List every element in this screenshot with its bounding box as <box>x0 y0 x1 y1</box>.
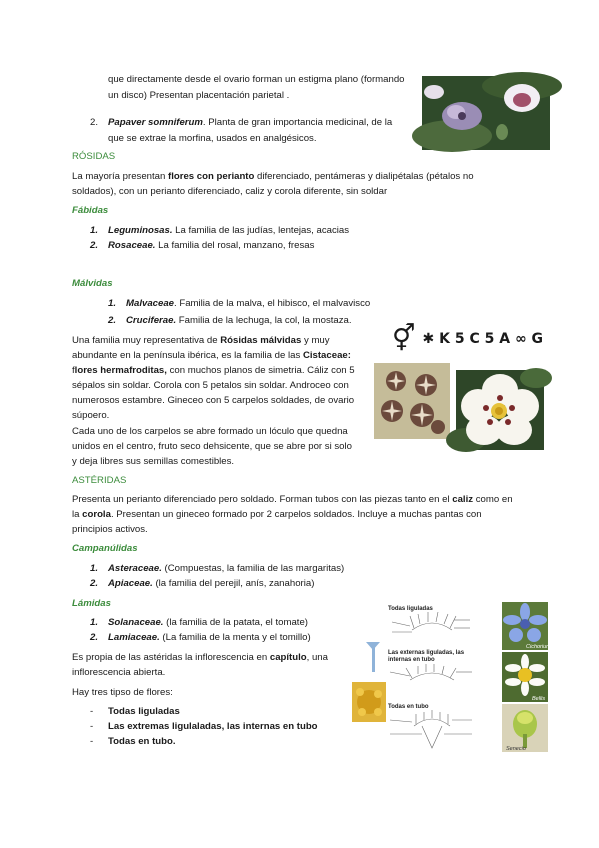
cichorium-label: Cichorium <box>526 644 551 650</box>
formula-text: ✱ K 5 C 5 A ∞ G <box>422 331 543 347</box>
campanulidas-item-2: 2. Apiaceae. (la familia del perejil, anís, zanahoria) <box>90 578 315 589</box>
asteridas-line-1: Presenta un perianto diferenciado pero soldado. Forman tubos con las piezas tanto en el caliz como en <box>72 494 513 505</box>
rosidas-para-1: La mayoría presentan flores con perianto diferenciado, pentámeras y dialipétalas (pétalos no <box>72 171 474 182</box>
intro-line-1: que directamente desde el ovario forman un estigma plano (formando <box>108 74 405 85</box>
poppy-photo <box>422 76 550 150</box>
tipos-intro: Hay tres tipso de flores: <box>72 687 173 698</box>
tipos-item-2: - Las extremas ligulaladas, las internas en tubo <box>90 721 318 732</box>
capitulo-line-2: inflorescencia abierta. <box>72 667 166 678</box>
capitulo-line-1: Es propia de las astéridas la inflorescencia en capítulo, una <box>72 652 328 663</box>
cistaceae-line-4: sépalos sin soldar. Corola con 5 petalos sin soldar. Androceo con <box>72 380 349 391</box>
carpelos-line-1: Cada uno de los carpelos se abre formado un lóculo que quedna <box>72 426 348 437</box>
tipos-item-1: - Todas liguladas <box>90 706 180 717</box>
senecio-label: Senecio <box>506 746 526 752</box>
capitulo-diagram <box>352 602 502 752</box>
lamidas-heading: Lámidas <box>72 598 111 609</box>
intro-line-2: un disco) Presentan placentación parietal . <box>108 90 290 101</box>
fabidas-heading: Fábidas <box>72 205 109 216</box>
diagram-title-1: Todas liguladas <box>388 606 433 612</box>
papaver-name: Papaver somniferum <box>108 117 203 128</box>
malvidas-heading: Málvidas <box>72 278 113 289</box>
papaver-desc: . Planta de gran importancia medicinal, de la <box>202 117 393 128</box>
diagram-title-3: internas en tubo <box>388 657 435 663</box>
rosidas-para-2: soldados), con un perianto diferenciado, caliz y corola diferente, sin soldar <box>72 186 388 197</box>
cistaceae-line-3: flores hermafroditas, con muchos planos de simetria. Cáliz con 5 <box>72 365 355 376</box>
malvidas-item-1: 1. Malvaceae. Familia de la malva, el hibisco, el malvavisco <box>108 298 371 309</box>
rosidas-heading: RÓSIDAS <box>72 151 116 162</box>
fabidas-item-1: 1. Leguminosas. La familia de las judías, lentejas, acacias <box>90 225 350 236</box>
diagram-title-4: Todas en tubo <box>388 704 429 710</box>
cistaceae-line-2: abundante en la península ibérica, es la familia de las Cistaceae: <box>72 350 351 361</box>
cistus-flower-photo <box>456 370 544 450</box>
floral-formula <box>392 322 552 356</box>
tipos-item-3: - Todas en tubo. <box>90 736 176 747</box>
diagram-title-2: Las externas liguladas, las <box>388 650 465 656</box>
bellis-photo <box>502 652 548 702</box>
carpelos-line-2: unidos en el centro, fruto seco dehsicente, que se abre por si solo <box>72 441 352 452</box>
lamidas-item-1: 1. Solanaceae. (la familia de la patata, el tomate) <box>90 617 308 628</box>
cichorium-photo <box>502 602 551 650</box>
campanulidas-heading: Campanúlidas <box>72 543 138 554</box>
carpelos-line-3: y deja libres sus semillas comestibles. <box>72 456 235 467</box>
fabidas-item-2: 2. Rosaceae. La familia del rosal, manzano, fresas <box>90 240 315 251</box>
senecio-photo <box>502 704 548 752</box>
asteridas-line-3: principios activos. <box>72 524 148 535</box>
malvidas-item-2: 2. Cruciferae. Familia de la lechuga, la col, la mostaza. <box>108 315 352 326</box>
campanulidas-item-1: 1. Asteraceae. (Compuestas, la familia de las margaritas) <box>90 563 345 574</box>
hermaphrodite-icon: ⚥ <box>392 324 416 354</box>
cistaceae-line-6: súpoero. <box>72 410 110 421</box>
cistus-fruit-photo <box>374 363 450 439</box>
cistaceae-line-1: Una familia muy representativa de Rósidas málvidas y muy <box>72 335 330 346</box>
cistaceae-line-5: numerosos estambre. Gineceo con 5 carpelos soldades, de ovario <box>72 395 355 406</box>
papaver-num: 2. <box>90 117 99 128</box>
papaver-line-2: que se extrae la morfina, usados en analgésicos. <box>108 133 317 144</box>
lamidas-item-2: 2. Lamiaceae. (La familia de la menta y el tomillo) <box>90 632 311 643</box>
asteridas-line-2: la corola. Presentan un gineceo formado por 2 carpelos soldados. Incluye a muchas pantas con <box>72 509 482 520</box>
papaver-item <box>90 115 392 131</box>
bellis-label: Bellis <box>532 696 546 702</box>
asteridas-heading: ASTÉRIDAS <box>72 475 127 486</box>
